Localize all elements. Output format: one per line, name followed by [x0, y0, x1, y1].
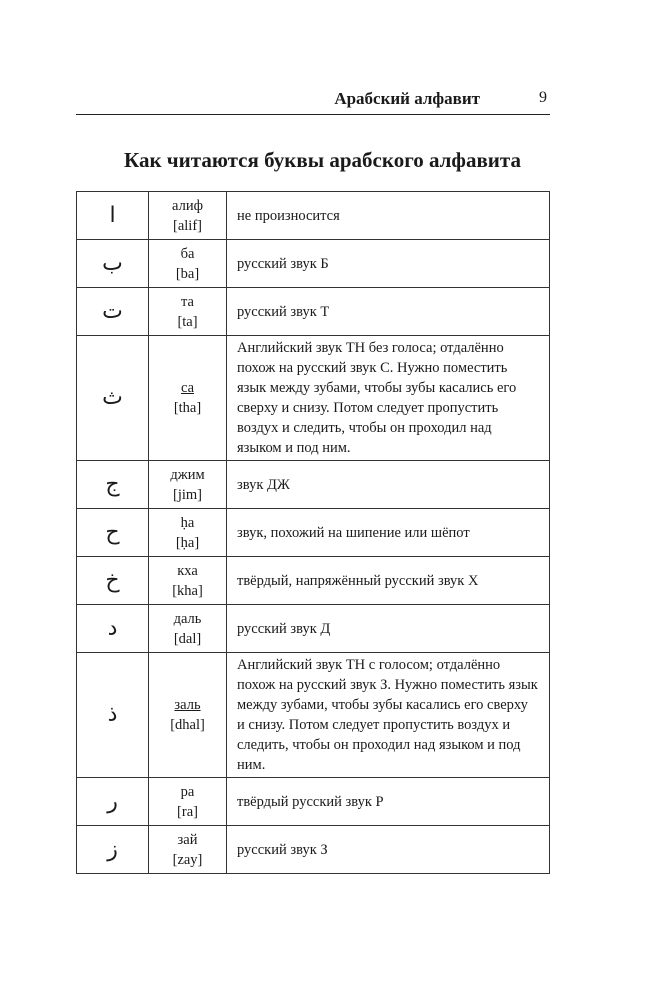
- letter-name-cell: [149, 288, 227, 336]
- arabic-letter: ا: [77, 192, 149, 240]
- table-row: [77, 557, 550, 605]
- letter-transliteration: [kha]: [172, 582, 203, 599]
- table-row: [77, 605, 550, 653]
- letter-name-cell: [149, 192, 227, 240]
- arabic-letter: د: [77, 605, 149, 653]
- letter-transliteration: [alif]: [173, 217, 202, 234]
- letter-name-cell: [149, 461, 227, 509]
- letter-name: та: [181, 293, 194, 310]
- pronunciation-description: не произносится: [227, 192, 550, 240]
- table-row: [77, 336, 550, 461]
- letter-transliteration: [dhal]: [170, 717, 205, 733]
- letter-transliteration: [tha]: [173, 400, 202, 416]
- page-number: 9: [539, 89, 547, 106]
- pronunciation-description: Английский звук TH с голосом; отдалённо похож на русский звук З. Нужно поместить язык между зубами, чтобы зубы касались его сверху и снизу. Потом следует пропустить воздух и следить, чтобы он проходил над языком и под ним.: [227, 653, 550, 778]
- table-row: [77, 192, 550, 240]
- letter-transliteration: [zay]: [172, 851, 203, 868]
- pronunciation-description: Английский звук TH без голоса; отдалённо похож на русский звук С. Нужно поместить язык между зубами, чтобы зубы касались его сверху и снизу. Потом следует пропустить воздух и следить, чтобы он проходил над языком и под ним.: [227, 336, 550, 461]
- pronunciation-description: русский звук Т: [227, 288, 550, 336]
- letter-name-cell: [149, 240, 227, 288]
- letter-name: са: [180, 380, 195, 396]
- table-row: [77, 826, 550, 874]
- arabic-letter: ث: [77, 336, 149, 461]
- letter-name: зай: [177, 831, 198, 848]
- arabic-letter: ز: [77, 826, 149, 874]
- arabic-letter: ح: [77, 509, 149, 557]
- letter-name: джим: [170, 466, 205, 483]
- running-head: [76, 80, 550, 115]
- table-row: [77, 461, 550, 509]
- pronunciation-description: русский звук Б: [227, 240, 550, 288]
- arabic-letter: خ: [77, 557, 149, 605]
- arabic-letter: ب: [77, 240, 149, 288]
- letter-transliteration: [ḥa]: [175, 534, 200, 551]
- arabic-letter: ر: [77, 778, 149, 826]
- letter-name: кха: [177, 562, 198, 579]
- pronunciation-description: русский звук З: [227, 826, 550, 874]
- arabic-letter: ذ: [77, 653, 149, 778]
- arabic-letter: ج: [77, 461, 149, 509]
- pronunciation-description: звук ДЖ: [227, 461, 550, 509]
- pronunciation-description: твёрдый, напряжённый русский звук Х: [227, 557, 550, 605]
- letter-transliteration: [ta]: [177, 313, 198, 330]
- letter-transliteration: [dal]: [173, 630, 202, 647]
- letter-name: ḥа: [180, 514, 195, 531]
- letter-name-cell: [149, 605, 227, 653]
- table-row: [77, 509, 550, 557]
- pronunciation-description: звук, похожий на шипение или шёпот: [227, 509, 550, 557]
- letter-transliteration: [ba]: [175, 265, 200, 282]
- pronunciation-description: твёрдый русский звук Р: [227, 778, 550, 826]
- letter-name-cell: [149, 653, 227, 778]
- table-row: [77, 653, 550, 778]
- table-row: [77, 288, 550, 336]
- letter-name: алиф: [172, 197, 203, 214]
- letter-transliteration: [jim]: [173, 486, 202, 503]
- letter-name-cell: [149, 778, 227, 826]
- letter-name: даль: [173, 610, 202, 627]
- letter-name: ба: [180, 245, 195, 262]
- running-title: Арабский алфавит: [334, 89, 480, 108]
- section-title: Как читаются буквы арабского алфавита: [124, 148, 521, 172]
- letter-name: ра: [180, 783, 195, 800]
- letter-name-cell: [149, 557, 227, 605]
- letter-name-cell: [149, 336, 227, 461]
- pronunciation-description: русский звук Д: [227, 605, 550, 653]
- letter-name-cell: [149, 509, 227, 557]
- arabic-letter: ت: [77, 288, 149, 336]
- alphabet-table: [76, 191, 550, 874]
- letter-name: заль: [174, 697, 201, 713]
- table-row: [77, 778, 550, 826]
- letter-transliteration: [ra]: [177, 803, 198, 820]
- letter-name-cell: [149, 826, 227, 874]
- table-row: [77, 240, 550, 288]
